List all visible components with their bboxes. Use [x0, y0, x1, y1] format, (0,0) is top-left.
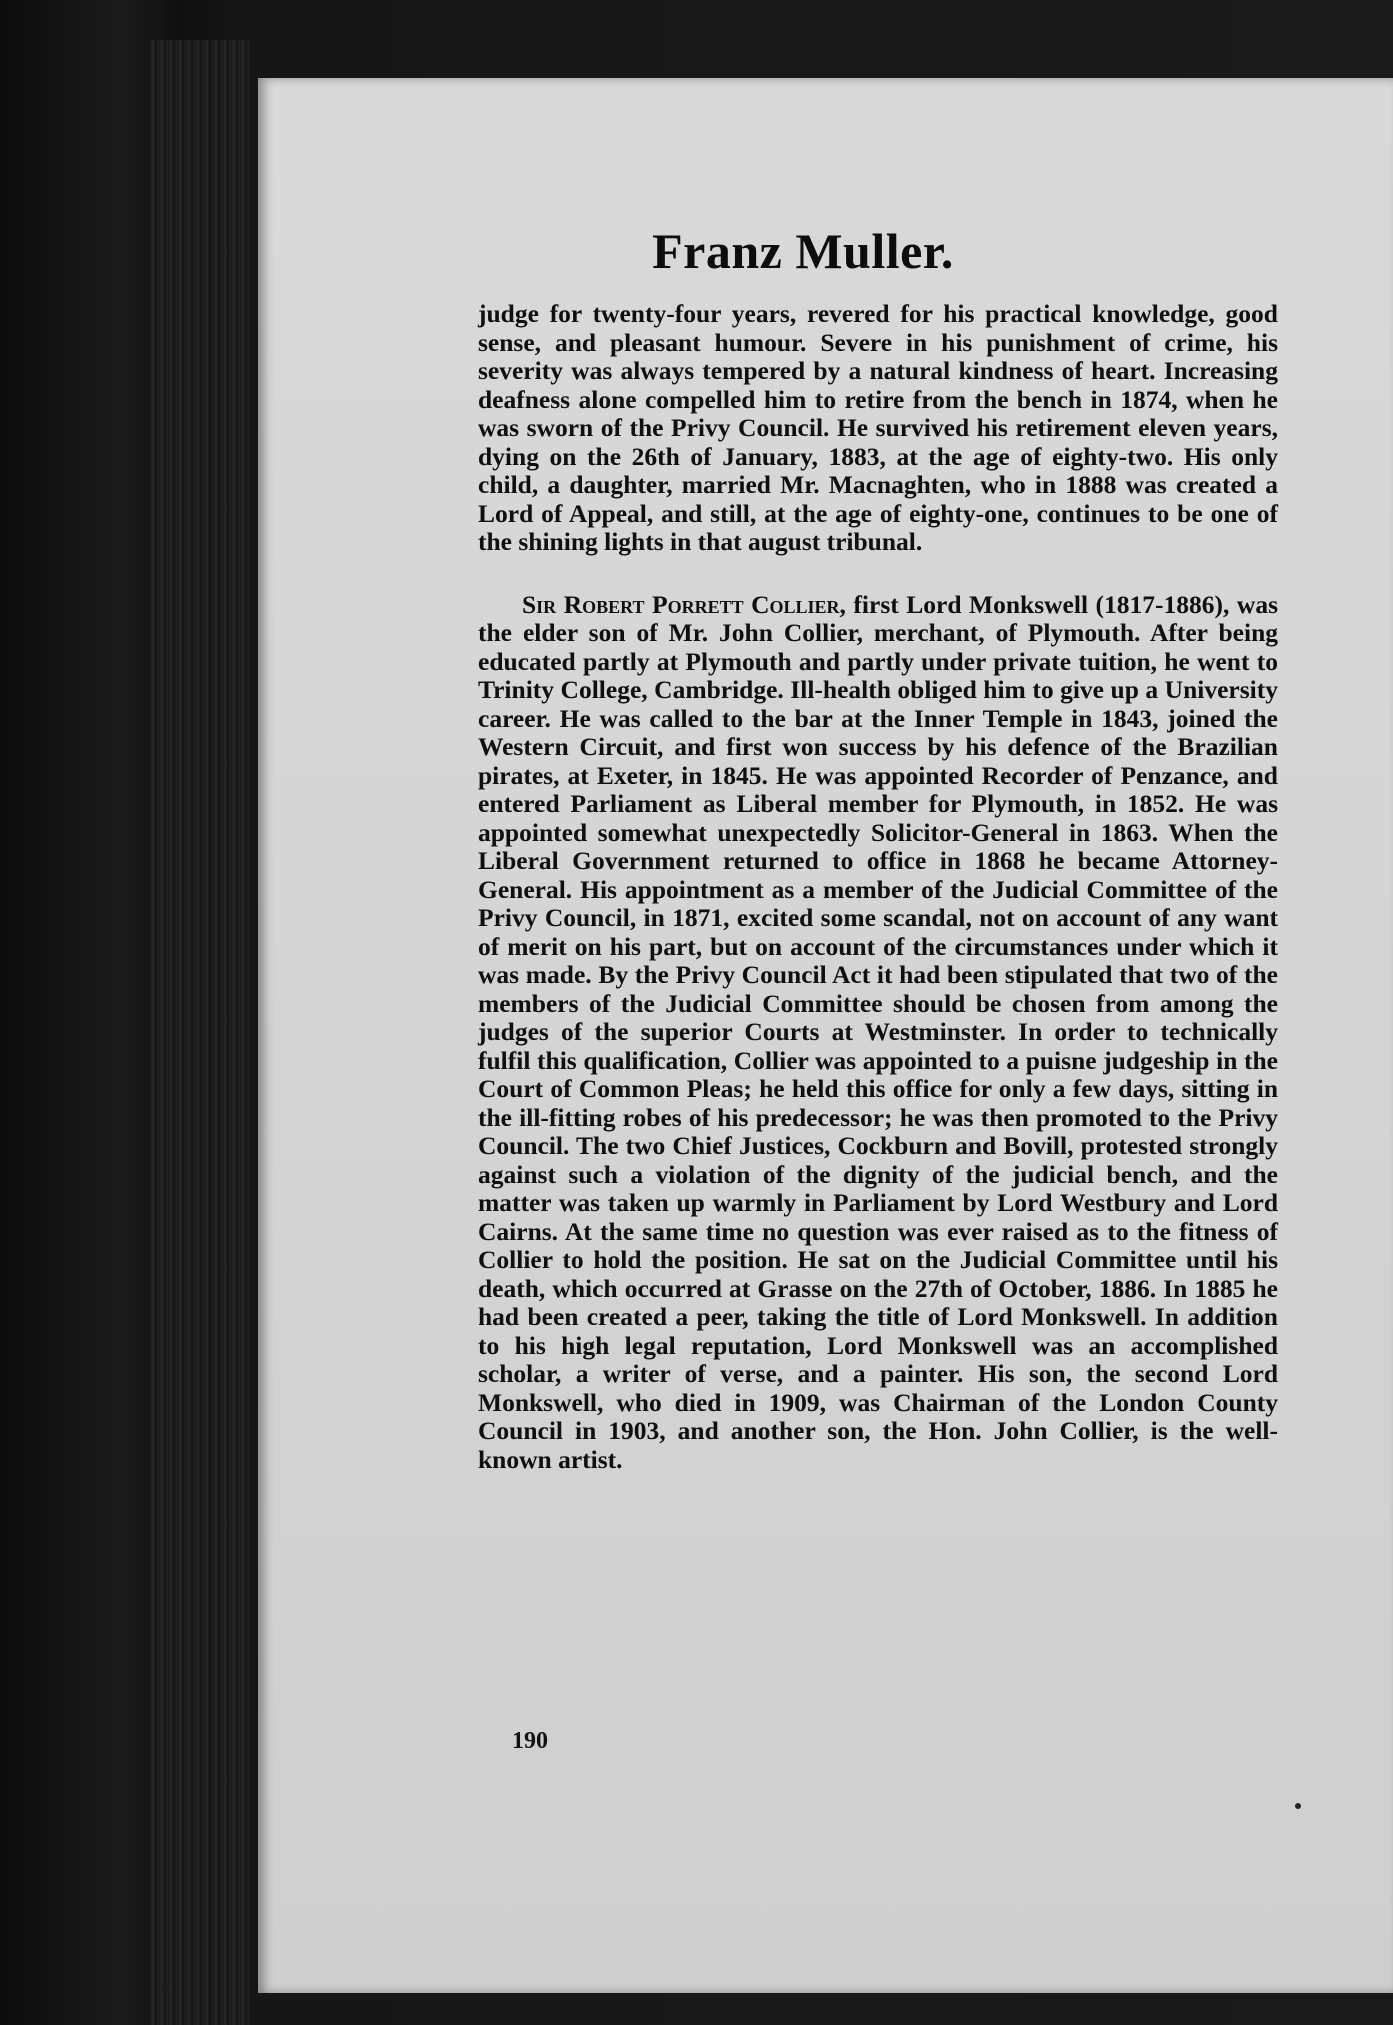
- paragraph-1: judge for twenty-four years, revered for his practical knowledge, good sense, and pleasant humour. Severe in his punishment of crime, his severity was always tempered by a natural kindness of heart. Increasing deafness alone compelled him to retire from the bench in 1874, when he was sworn of the Privy Council. He survived his retirement eleven years, dying on the 26th of January, 1883, at the age of eighty-two. His only child, a daughter, married Mr. Macnaghten, who in 1888 was created a Lord of Appeal, and still, at the age of eighty-one, continues to be one of the shining lights in that august tribunal.: [478, 299, 1278, 556]
- page-number: 190: [512, 1728, 548, 1754]
- book-page: [258, 78, 1393, 1993]
- paragraph-2: [478, 591, 1278, 1475]
- running-header: Franz Muller.: [652, 223, 954, 279]
- paragraph-2-text: , first Lord Monkswell (1817-1886), was the elder son of Mr. John Collier, merchant, of Plymouth. After being educated partly at Plymouth and partly under private tuition, he went to Trinity College, Cambridge. Ill-health obliged him to give up a University career. He was called to the bar at the Inner Temple in 1843, joined the Western Circuit, and first won success by his defence of the Brazilian pirates, at Exeter, in 1845. He was appointed Recorder of Penzance, and entered Parliament as Liberal member for Plymouth, in 1852. He was appointed somewhat unexpectedly Solicitor-General in 1863. When the Liberal Government returned to office in 1868 he became Attorney-General. His appointment as a member of the Judicial Committee of the Privy Council, in 1871, excited some scandal, not on account of any want of merit on his part, but on account of the circumstances under which it was made. By the Privy Council Act it had been stipulated that two of the members of the Judicial Committee should be chosen from among the judges of the superior Courts at Westminster. In order to technically fulfil this qualification, Collier was appointed to a puisne judgeship in the Court of Common Pleas; he held this office for only a few days, sitting in the ill-fitting robes of his predecessor; he was then promoted to the Privy Council. The two Chief Justices, Cockburn and Bovill, protested strongly against such a violation of the dignity of the judicial bench, and the matter was taken up warmly in Parliament by Lord Westbury and Lord Cairns. At the same time no question was ever raised as to the fitness of Collier to hold the position. He sat on the Judicial Committee until his death, which occurred at Grasse on the 27th of October, 1886. In 1885 he had been created a peer, taking the title of Lord Monkswell. In addition to his high legal reputation, Lord Monkswell was an accomplished scholar, a writer of verse, and a painter. His son, the second Lord Monkswell, who died in 1909, was Chairman of the London County Council in 1903, and another son, the Hon. John Collier, is the well-known artist.: [478, 589, 1278, 1474]
- page-body: [478, 300, 1278, 1474]
- scan-speck: [165, 1985, 169, 1989]
- book-spine-edge: [150, 40, 250, 2025]
- paragraph-2-lead: Sir Robert Porrett Collier: [522, 589, 840, 619]
- scan-speck: [1295, 1803, 1301, 1809]
